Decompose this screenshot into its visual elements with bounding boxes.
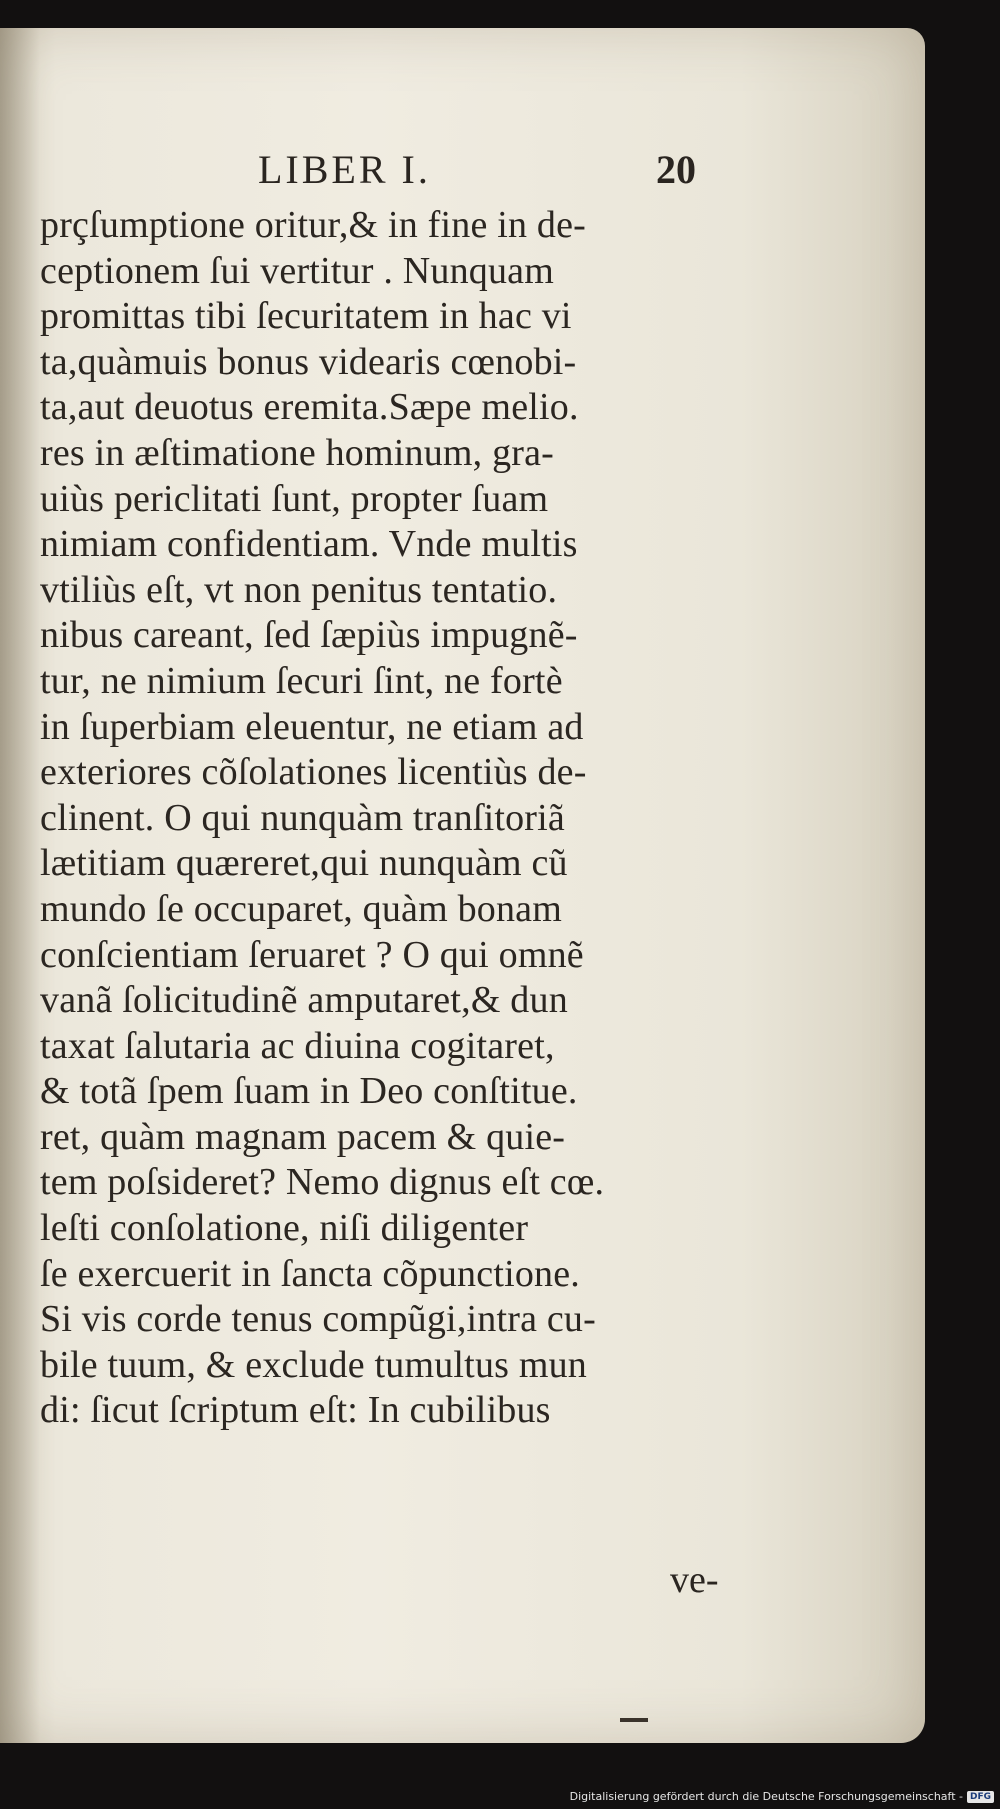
text-line: vanã ſolicitudinẽ amputaret,& dun: [40, 979, 568, 1022]
text-line: conſcientiam ſeruaret ? O qui omnẽ: [40, 933, 584, 976]
credit-text: Digitalisierung gefördert durch die Deutsche Forschungsgemeinschaft -: [569, 1790, 963, 1803]
page-number: 20: [656, 147, 696, 192]
footer-mark: [620, 1718, 648, 1722]
text-line: taxat ſalutaria ac diuina cogitaret,: [40, 1024, 555, 1067]
text-line: clinent. O qui nunquàm tranſitoriã: [40, 796, 565, 839]
text-line: res in æſtimatione hominum, gra-: [40, 431, 555, 474]
text-line: tem poſsideret? Nemo dignus eſt cœ.: [40, 1161, 605, 1204]
text-line: uiùs periclitati ſunt, propter ſuam: [40, 477, 549, 520]
text-line: exteriores cõſolationes licentiùs de-: [40, 751, 587, 794]
text-line: tur, ne nimium ſecuri ſint, ne fortè: [40, 659, 563, 702]
text-line: nibus careant, ſed ſæpiùs impugnẽ-: [40, 614, 578, 657]
text-line: ta,quàmuis bonus videaris cœnobi-: [40, 340, 577, 383]
text-line: di: ſicut ſcriptum eſt: In cubilibus: [40, 1389, 551, 1432]
running-head-title: LIBER I.: [258, 147, 431, 192]
text-line: ret, quàm magnam pacem & quie-: [40, 1115, 566, 1158]
text-line: ceptionem ſui vertitur . Nunquam: [40, 249, 555, 292]
running-head: [0, 146, 925, 196]
text-line: & totã ſpem ſuam in Deo conſtitue.: [40, 1070, 578, 1113]
text-line: ta,aut deuotus eremita.Sæpe melio.: [40, 386, 579, 429]
text-line: Si vis corde tenus compũgi,intra cu-: [40, 1298, 596, 1341]
catchword: ve-: [670, 1559, 719, 1601]
text-line: lætitiam quæreret,qui nunquàm cũ: [40, 842, 568, 885]
text-line: prçſumptione oritur,& in fine in de-: [40, 204, 586, 246]
text-block: [40, 203, 740, 1434]
text-line: promittas tibi ſecuritatem in hac vi: [40, 295, 572, 338]
gutter-shadow: [0, 28, 40, 1743]
text-line: nimiam confidentiam. Vnde multis: [40, 523, 578, 566]
dfg-logo: DFG: [967, 1791, 994, 1803]
text-line: mundo ſe occuparet, quàm bonam: [40, 887, 563, 930]
text-line: ſe exercuerit in ſancta cõpunctione.: [40, 1252, 580, 1295]
text-line: in ſuperbiam eleuentur, ne etiam ad: [40, 705, 584, 748]
text-line: leſti conſolatione, niſi diligenter: [40, 1207, 529, 1250]
book-page: [0, 28, 925, 1743]
text-line: bile tuum, & exclude tumultus mun: [40, 1343, 587, 1386]
digitization-credit: [570, 1790, 994, 1803]
text-line: vtiliùs eſt, vt non penitus tentatio.: [40, 568, 558, 611]
